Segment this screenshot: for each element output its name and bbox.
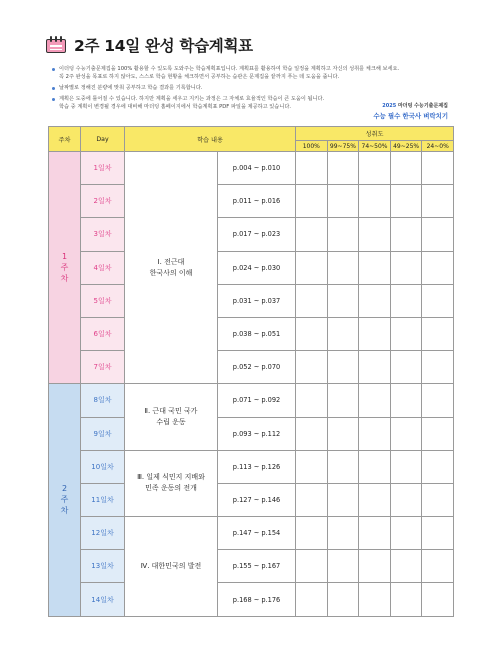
header-score-level: 24~0% [422, 141, 454, 152]
week-2-label [49, 384, 81, 616]
day-label: 12일차 [81, 517, 125, 550]
study-plan-table [48, 126, 454, 617]
brand-label [373, 102, 448, 120]
header-day: Day [81, 127, 125, 152]
page-title: 2주 14일 완성 학습계획표 [74, 37, 253, 55]
score-cell[interactable] [390, 185, 422, 218]
week-label-char: 2 [61, 484, 68, 494]
topic-line: Ⅲ. 일제 식민지 지배와 [137, 473, 205, 482]
table-row [49, 317, 454, 350]
score-cell[interactable] [422, 251, 454, 284]
score-cell[interactable] [327, 251, 359, 284]
score-cell[interactable] [422, 483, 454, 516]
page-range: p.017 ~ p.023 [218, 218, 296, 251]
brand-subtitle [373, 102, 448, 109]
score-cell[interactable] [296, 417, 328, 450]
header-week: 주차 [49, 127, 81, 152]
instruction-item [52, 85, 452, 93]
instruction-line: 학습 중 계획이 변경될 경우에 대비해 마더텅 홈페이지에서 학습계획표 PDF 파일을 제공하고 있습니다. [59, 103, 291, 110]
table-row [49, 483, 454, 516]
page-range: p.093 ~ p.112 [218, 417, 296, 450]
score-cell[interactable] [422, 351, 454, 384]
score-cell[interactable] [296, 152, 328, 185]
score-cell[interactable] [359, 417, 391, 450]
score-cell[interactable] [296, 583, 328, 616]
table-row [49, 284, 454, 317]
score-cell[interactable] [359, 483, 391, 516]
page-header [46, 34, 253, 56]
score-cell[interactable] [327, 417, 359, 450]
page-range: p.127 ~ p.146 [218, 483, 296, 516]
score-cell[interactable] [296, 517, 328, 550]
header-content: 학습 내용 [125, 127, 296, 152]
topic-line: Ⅳ. 대한민국의 발전 [140, 561, 202, 570]
score-cell[interactable] [327, 185, 359, 218]
score-cell[interactable] [422, 550, 454, 583]
header-score-level: 74~50% [359, 141, 391, 152]
topic-line: 민족 운동의 전개 [145, 484, 197, 493]
score-cell[interactable] [359, 185, 391, 218]
score-cell[interactable] [327, 450, 359, 483]
score-cell[interactable] [296, 185, 328, 218]
score-cell[interactable] [296, 317, 328, 350]
score-cell[interactable] [422, 450, 454, 483]
page-range: p.031 ~ p.037 [218, 284, 296, 317]
topic-line: Ⅱ. 근대 국민 국가 [144, 407, 198, 415]
score-cell[interactable] [327, 152, 359, 185]
topic-cell [125, 450, 218, 516]
week-1-label [49, 152, 81, 384]
header-score-level: 100% [296, 141, 328, 152]
score-cell[interactable] [296, 251, 328, 284]
score-cell[interactable] [390, 483, 422, 516]
score-cell[interactable] [296, 450, 328, 483]
page-range: p.038 ~ p.051 [218, 317, 296, 350]
page-range: p.155 ~ p.167 [218, 550, 296, 583]
score-cell[interactable] [327, 583, 359, 616]
score-cell[interactable] [296, 384, 328, 417]
score-cell[interactable] [359, 152, 391, 185]
score-cell[interactable] [422, 583, 454, 616]
topic-cell [125, 517, 218, 617]
score-cell[interactable] [327, 384, 359, 417]
brand-book-title: 수능 필수 한국사 벼락치기 [373, 112, 448, 120]
score-cell[interactable] [327, 284, 359, 317]
page-range: p.052 ~ p.070 [218, 351, 296, 384]
score-cell[interactable] [296, 284, 328, 317]
score-cell[interactable] [359, 384, 391, 417]
score-cell[interactable] [296, 550, 328, 583]
week-label-char: 1 [61, 252, 68, 262]
score-cell[interactable] [422, 417, 454, 450]
table-row [49, 251, 454, 284]
page-range: p.147 ~ p.154 [218, 517, 296, 550]
score-cell[interactable] [390, 384, 422, 417]
day-label: 11일차 [81, 483, 125, 516]
score-cell[interactable] [296, 218, 328, 251]
brand-series: 마더텅 수능기출문제집 [397, 103, 448, 109]
score-cell[interactable] [390, 284, 422, 317]
score-cell[interactable] [359, 550, 391, 583]
page-range: p.011 ~ p.016 [218, 185, 296, 218]
calendar-icon [46, 37, 66, 53]
score-cell[interactable] [359, 284, 391, 317]
day-label: 7일차 [81, 351, 125, 384]
day-label: 8일차 [81, 384, 125, 417]
table-row [49, 185, 454, 218]
header-score-level: 99~75% [327, 141, 359, 152]
table-row [49, 417, 454, 450]
topic-line: 수립 운동 [156, 418, 186, 426]
score-cell[interactable] [359, 317, 391, 350]
score-cell[interactable] [390, 417, 422, 450]
instruction-line: 꼭 2주 완성을 목표로 하지 않아도, 스스로 학습 현황을 체크하면서 공부하는 습관은 문제집을 끝까지 푸는 데 도움을 줍니다. [59, 73, 340, 80]
score-cell[interactable] [359, 583, 391, 616]
table-row [49, 152, 454, 185]
score-cell[interactable] [390, 583, 422, 616]
instruction-line: 이더텅 수능기출문제집을 100% 활용할 수 있도록 도와주는 학습계획표입니다. 계획표를 활용하여 학습 일정을 계획하고 자신의 성취를 체크해 보세요. [59, 66, 400, 72]
table-row [49, 517, 454, 550]
page-range: p.113 ~ p.126 [218, 450, 296, 483]
header-score: 성취도 [296, 127, 454, 141]
topic-cell [125, 152, 218, 384]
day-label: 5일차 [81, 284, 125, 317]
day-label: 1일차 [81, 152, 125, 185]
score-cell[interactable] [390, 517, 422, 550]
score-cell[interactable] [327, 550, 359, 583]
score-cell[interactable] [327, 483, 359, 516]
topic-line: Ⅰ. 전근대 [157, 257, 185, 266]
page-range: p.004 ~ p.010 [218, 152, 296, 185]
table-row [49, 384, 454, 417]
score-cell[interactable] [390, 218, 422, 251]
instruction-item [52, 66, 452, 81]
score-cell[interactable] [390, 351, 422, 384]
instruction-line: 날짜별로 정해진 분량에 맞춰 공부하고 학습 결과를 기록합니다. [59, 84, 203, 91]
score-cell[interactable] [296, 351, 328, 384]
topic-cell [125, 384, 218, 450]
week-label-char: 주 [60, 495, 69, 505]
instruction-line: 계획은 도중에 틀어질 수 있습니다. 하지만 계획을 세우고 지키는 과정은 그 자체로 효율적인 학습이 큰 도움이 됩니다. [59, 95, 325, 102]
week-label-char: 차 [60, 506, 69, 516]
score-cell[interactable] [422, 185, 454, 218]
table-row [49, 550, 454, 583]
score-cell[interactable] [422, 517, 454, 550]
week-label-char: 차 [60, 274, 69, 284]
score-cell[interactable] [390, 152, 422, 185]
score-cell[interactable] [359, 450, 391, 483]
day-label: 9일차 [81, 417, 125, 450]
score-cell[interactable] [359, 251, 391, 284]
score-cell[interactable] [327, 351, 359, 384]
score-cell[interactable] [327, 218, 359, 251]
day-label: 4일차 [81, 251, 125, 284]
score-cell[interactable] [327, 517, 359, 550]
score-cell[interactable] [422, 218, 454, 251]
table-row [49, 583, 454, 616]
page-range: p.071 ~ p.092 [218, 384, 296, 417]
table-row [49, 351, 454, 384]
score-cell[interactable] [422, 152, 454, 185]
score-cell[interactable] [327, 317, 359, 350]
day-label: 6일차 [81, 317, 125, 350]
score-cell[interactable] [390, 317, 422, 350]
score-cell[interactable] [390, 550, 422, 583]
page-range: p.024 ~ p.030 [218, 251, 296, 284]
week-label-char: 주 [60, 263, 69, 273]
score-cell[interactable] [359, 218, 391, 251]
day-label: 3일차 [81, 218, 125, 251]
header-score-level: 49~25% [390, 141, 422, 152]
score-cell[interactable] [422, 284, 454, 317]
table-row [49, 218, 454, 251]
score-cell[interactable] [422, 317, 454, 350]
brand-year: 2025 [382, 103, 397, 109]
score-cell[interactable] [359, 517, 391, 550]
score-cell[interactable] [390, 450, 422, 483]
table-row [49, 450, 454, 483]
score-cell[interactable] [296, 483, 328, 516]
topic-line: 한국사의 이해 [149, 268, 193, 277]
score-cell[interactable] [422, 384, 454, 417]
score-cell[interactable] [390, 251, 422, 284]
day-label: 14일차 [81, 583, 125, 616]
day-label: 13일차 [81, 550, 125, 583]
day-label: 2일차 [81, 185, 125, 218]
page-range: p.168 ~ p.176 [218, 583, 296, 616]
day-label: 10일차 [81, 450, 125, 483]
score-cell[interactable] [359, 351, 391, 384]
